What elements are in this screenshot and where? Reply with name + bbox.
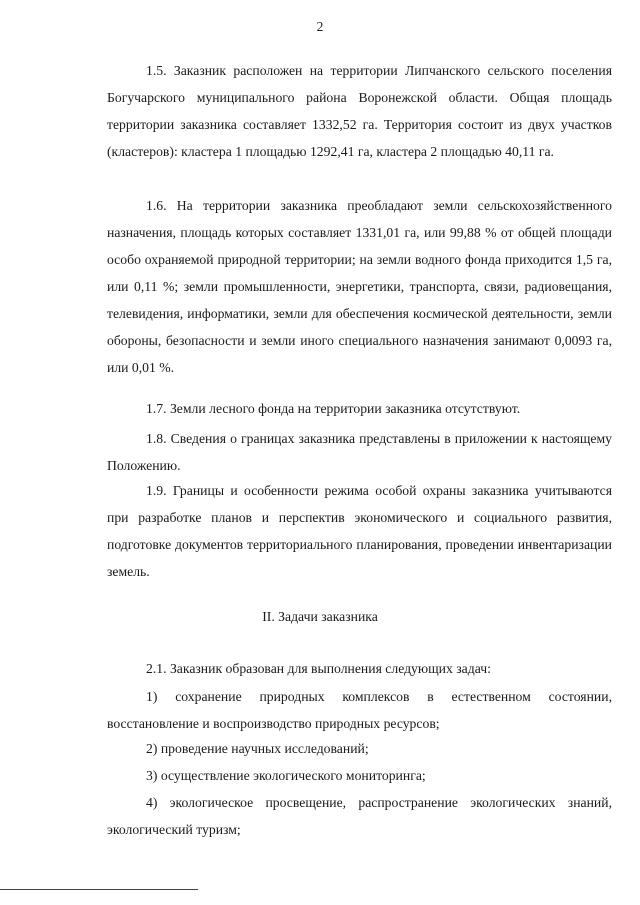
paragraph-1-5-text: 1.5. Заказник расположен на территории Липчанского сельского поселения Богучарского муниципального района Воронежской области. Общая площадь территории заказника составляет 1332,52 га. Территория состоит из двух участков (кластеров): кластера 1 площадью 1292,41 га, кластера 2 площадью 40,11 га. bbox=[107, 63, 612, 159]
paragraph-1-6 bbox=[107, 192, 612, 381]
paragraph-1-6-text: 1.6. На территории заказника преобладают земли сельскохозяйственного назначения, площадь которых составляет 1331,01 га, или 99,88 % от общей площади особо охраняемой природной территории; на земли водного фонда приходится 1,5 га, или 0,11 %; земли промышленности, энергетики, транспорта, связи, радиовещания, телевидения, информатики, земли для обеспечения космической деятельности, земли обороны, безопасности и земли иного специального назначения занимают 0,0093 га, или 0,01 %. bbox=[107, 198, 612, 375]
paragraph-2-1-text: 2.1. Заказник образован для выполнения следующих задач: bbox=[146, 661, 491, 676]
list-item-4 bbox=[107, 789, 612, 843]
paragraph-2-1 bbox=[107, 655, 612, 682]
paragraph-1-9-text: 1.9. Границы и особенности режима особой охраны заказника учитываются при разработке планов и перспектив экономического и социального развития, подготовке документов территориального планирования, проведении инвентаризации земель. bbox=[107, 483, 612, 579]
paragraph-1-8-text: 1.8. Сведения о границах заказника представлены в приложении к настоящему Положению. bbox=[107, 431, 612, 473]
paragraph-1-8 bbox=[107, 425, 612, 479]
list-item-3 bbox=[107, 762, 612, 789]
section-heading: II. Задачи заказника bbox=[262, 609, 378, 624]
list-item-2-text: 2) проведение научных исследований; bbox=[146, 741, 369, 756]
list-item-1 bbox=[107, 683, 612, 737]
list-item-2 bbox=[107, 735, 612, 762]
list-item-3-text: 3) осуществление экологического мониторинга; bbox=[146, 768, 426, 783]
list-item-1-text: 1) сохранение природных комплексов в естественном состоянии, восстановление и воспроизводство природных ресурсов; bbox=[107, 689, 612, 731]
paragraph-1-9 bbox=[107, 477, 612, 585]
paragraph-1-7 bbox=[107, 395, 612, 422]
page-number: 2 bbox=[316, 19, 324, 34]
footnote-divider bbox=[0, 889, 198, 890]
paragraph-1-5 bbox=[107, 57, 612, 165]
paragraph-1-7-text: 1.7. Земли лесного фонда на территории заказника отсутствуют. bbox=[146, 401, 521, 416]
list-item-4-text: 4) экологическое просвещение, распространение экологических знаний, экологический туризм; bbox=[107, 795, 612, 837]
